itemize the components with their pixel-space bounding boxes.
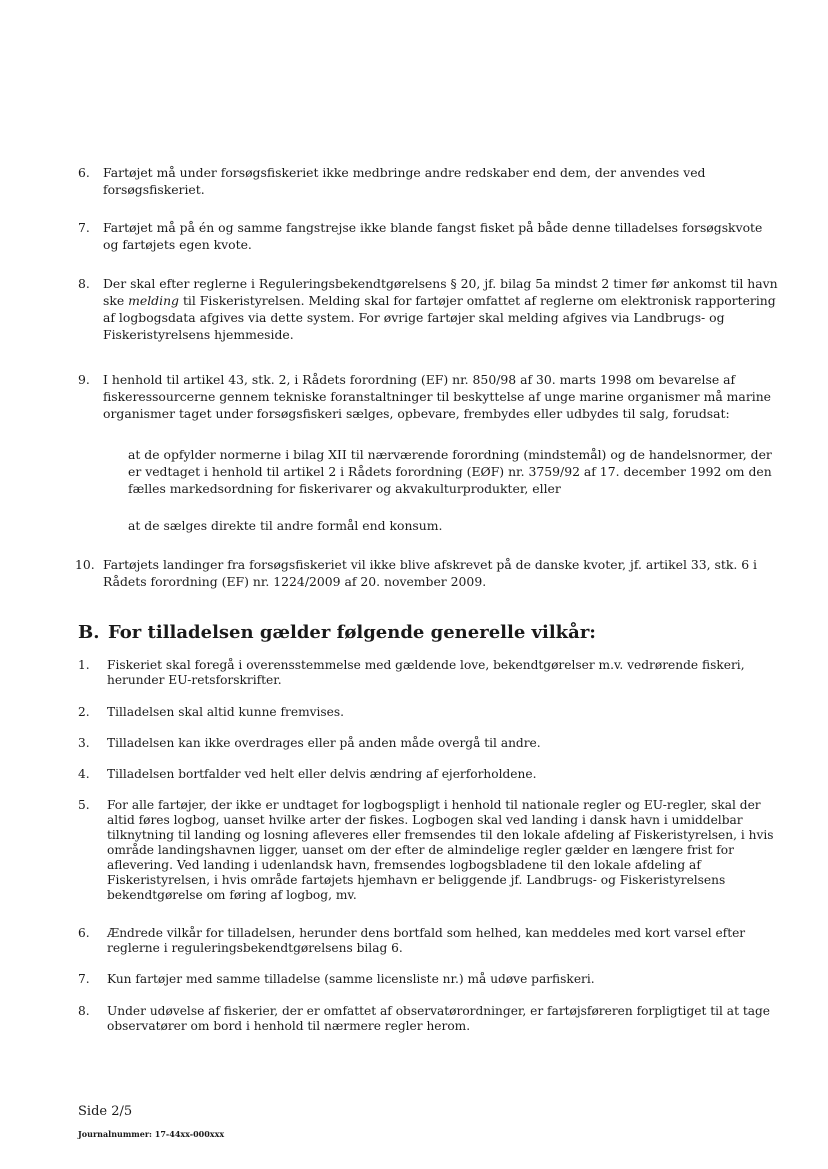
item-number: 7. [78,972,90,986]
item-text: Fiskeriet skal foregå i overensstemmelse med gældende love, bekendtgørelser m.v. vedrørende fiskeri, herunder EU-retsforskrifter. [107,658,745,687]
item-number: 5. [78,798,90,812]
general-condition-3 [78,736,778,751]
item-number: 1. [78,658,90,672]
item-number: 6. [78,926,90,940]
item-number: 10. [75,557,95,572]
item-text: Ændrede vilkår for tilladelsen, herunder dens bortfald som helhed, kan meddeles med kort varsel efter reglerne i reguleringsbekendtgørelsens bilag 6. [107,926,746,955]
item-number: 8. [78,276,90,291]
condition-item-8 [78,275,778,343]
sub-condition-2: at de sælges direkte til andre formål end konsum. [128,518,443,533]
item-text: Under udøvelse af fiskerier, der er omfattet af observatørordninger, er fartøjsføreren forpligtiget til at tage observatører om bord i henhold til nærmere regler herom. [107,1004,771,1033]
item-text-part: til Fiskeristyrelsen. Melding skal for fartøjer omfattet af reglerne om elektronisk rapportering af logbogsdata afgives via dette system. For øvrige fartøjer skal melding afgives via Landbrugs- og Fiskeristyrelsens hjemmeside. [103,293,776,342]
item-text: Tilladelsen kan ikke overdrages eller på anden måde overgå til andre. [107,736,541,750]
general-condition-2 [78,705,778,720]
general-condition-4 [78,767,778,782]
item-text-part: Der skal efter reglerne i Reguleringsbekendtgørelsens § 20, jf. bilag 5a mindst 2 timer før ankomst til havn ske [103,276,778,308]
item-text [103,275,778,343]
page-number: Side 2/5 [78,1104,133,1119]
item-number: 8. [78,1004,90,1018]
item-text: Tilladelsen skal altid kunne fremvises. [107,705,345,719]
item-text-emphasis: melding [128,293,179,308]
general-condition-5 [78,798,778,903]
section-b-heading [78,622,596,644]
item-number: 2. [78,705,90,719]
section-number: B. [78,622,100,643]
sub-condition-1: at de opfylder normerne i bilag XII til nærværende forordning (mindstemål) og de handelsnormer, der er vedtaget i henhold til artikel 2 i Rådets forordning (EØF) nr. 3759/92 af 17. december 1992 om den fælles markedsordning for fiskerivarer og akvakulturprodukter, eller [128,447,772,496]
item-text: Kun fartøjer med samme tilladelse (samme licensliste nr.) må udøve parfiskeri. [107,972,595,986]
condition-item-7 [78,219,778,253]
item-number: 9. [78,372,90,387]
item-number: 3. [78,736,90,750]
general-condition-6 [78,926,778,956]
item-text: Fartøjet må under forsøgsfiskeriet ikke medbringe andre redskaber end dem, der anvendes ved forsøgsfiskeriet. [103,165,706,197]
general-condition-7 [78,972,778,987]
item-text: Tilladelsen bortfalder ved helt eller delvis ændring af ejerforholdene. [107,767,537,781]
item-number: 6. [78,165,90,180]
item-text: I henhold til artikel 43, stk. 2, i Rådets forordning (EF) nr. 850/98 af 30. marts 1998 om bevarelse af fiskeressourcerne gennem tekniske foranstaltninger til beskyttelse af unge marine organismer må marine organismer taget under forsøgsfiskeri sælges, opbevare, frembydes eller udbydes til salg, forudsat: [103,372,772,421]
journal-number: Journalnummer: 17-44xx-000xxx [78,1129,225,1139]
item-text: For alle fartøjer, der ikke er undtaget for logbogspligt i henhold til nationale regler og EU-regler, skal der altid føres logbog, uanset hvilke arter der fiskes. Logbogen skal ved landing i dansk havn i umiddelbar tilknytning til landing og losning afleveres eller fremsendes til den lokale afdeling af Fiskeristyrelsen, i hvis område landingshavnen ligger, uanset om der efter de almindelige regler gælder en længere frist for aflevering. Ved landing i udenlandsk havn, fremsendes logbogsbladene til den lokale afdeling af Fiskeristyrelsen, i hvis område fartøjets hjemhavn er beliggende jf. Landbrugs- og Fiskeristyrelsens bekendtgørelse om føring af logbog, mv. [107,798,774,902]
condition-item-9 [78,371,778,422]
item-number: 4. [78,767,90,781]
section-title: For tilladelsen gælder følgende generelle vilkår: [108,622,596,643]
item-number: 7. [78,220,90,235]
general-condition-8 [78,1004,778,1034]
item-text: Fartøjets landinger fra forsøgsfiskeriet vil ikke blive afskrevet på de danske kvoter, jf. artikel 33, stk. 6 i Rådets forordning (EF) nr. 1224/2009 af 20. november 2009. [103,557,758,589]
general-condition-1 [78,658,778,688]
condition-item-10 [75,556,778,590]
condition-item-6 [78,164,778,198]
item-text: Fartøjet må på én og samme fangstrejse ikke blande fangst fisket på både denne tilladelses forsøgskvote og fartøjets egen kvote. [103,220,763,252]
